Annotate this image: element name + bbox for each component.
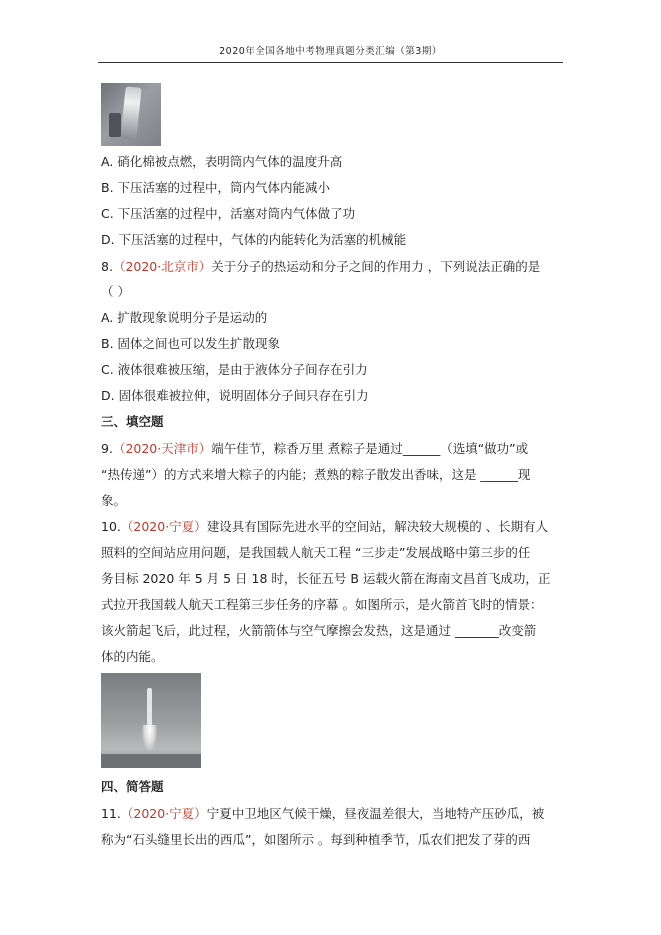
q11-number: 11. (101, 806, 121, 821)
section-short-answer-title: 四、简答题 (101, 779, 164, 794)
compression-cylinder-photo (101, 83, 161, 146)
q8-option-d: D. 固体很难被拉伸，说明固体分子间只存在引力 (101, 388, 369, 403)
q10-line-3: 务目标 2020 年 5 月 5 日 18 时，长征五号 B 运载火箭在海南文昌首飞成功，正 (101, 571, 551, 586)
q7-option-a: A. 硝化棉被点燃，表明筒内气体的温度升高 (101, 154, 343, 169)
q10-line-6: 体的内能。 (101, 649, 164, 664)
rocket-launch-photo (101, 673, 201, 768)
q11-line-2: 称为“石头缝里长出的西瓜”，如图所示 。每到种植季节，瓜农们把发了芽的西 (101, 832, 531, 847)
q8-number: 8. (101, 259, 113, 274)
q9-text-1: 端午佳节，粽香万里 煮粽子是通过______（选填“做功”或 (211, 441, 529, 456)
q10-text-1: 建设具有国际先进水平的空间站，解决较大规模的 、长期有人 (206, 519, 549, 534)
q10-line-2: 照料的空间站应用问题，是我国载人航天工程 “三步走”发展战略中第三步的任 (101, 545, 531, 560)
q7-option-c: C. 下压活塞的过程中，活塞对筒内气体做了功 (101, 206, 356, 221)
q10-number: 10. (101, 519, 121, 534)
q11-line-1 (101, 806, 544, 822)
q10-line-5: 该火箭起飞后，此过程，火箭箭体与空气摩擦会发热，这是通过 _______改变箭 (101, 623, 537, 638)
q8-answer-paren: （ ） (101, 284, 130, 299)
q8-option-b: B. 固体之间也可以发生扩散现象 (101, 336, 281, 351)
q8-option-c: C. 液体很难被压缩，是由于液体分子间存在引力 (101, 362, 368, 377)
page-header (98, 44, 563, 63)
q10-line-1 (101, 519, 548, 535)
q9-line-3: 象。 (101, 493, 127, 508)
q7-option-d: D. 下压活塞的过程中，气体的内能转化为活塞的机械能 (101, 232, 407, 247)
q9-number: 9. (101, 441, 113, 456)
section-fill-in-title: 三、填空题 (101, 414, 164, 429)
q9-source: （2020·天津市） (112, 441, 212, 456)
q10-source: （2020·宁夏） (120, 519, 207, 534)
q8-stem-line (101, 259, 540, 275)
q10-line-4: 式拉开我国载人航天工程第三步任务的序幕 。如图所示，是火箭首飞时的情景： (101, 597, 543, 612)
q11-source: （2020·宁夏） (120, 806, 207, 821)
q7-option-b: B. 下压活塞的过程中，筒内气体内能减小 (101, 180, 331, 195)
q8-stem: 关于分子的热运动和分子之间的作用力 ，下列说法正确的是 (211, 259, 541, 274)
q11-text-1: 宁夏中卫地区气候干燥，昼夜温差很大，当地特产压砂瓜，被 (206, 806, 545, 821)
q9-line-2: “热传递”）的方式来增大粽子的内能；煮熟的粽子散发出香味，这是 ______现 (101, 467, 531, 482)
q9-line-1 (101, 441, 528, 457)
header-title: 2020年全国各地中考物理真题分类汇编（第3期） (219, 46, 442, 57)
q8-option-a: A. 扩散现象说明分子是运动的 (101, 310, 268, 325)
q8-source: （2020·北京市） (112, 259, 212, 274)
